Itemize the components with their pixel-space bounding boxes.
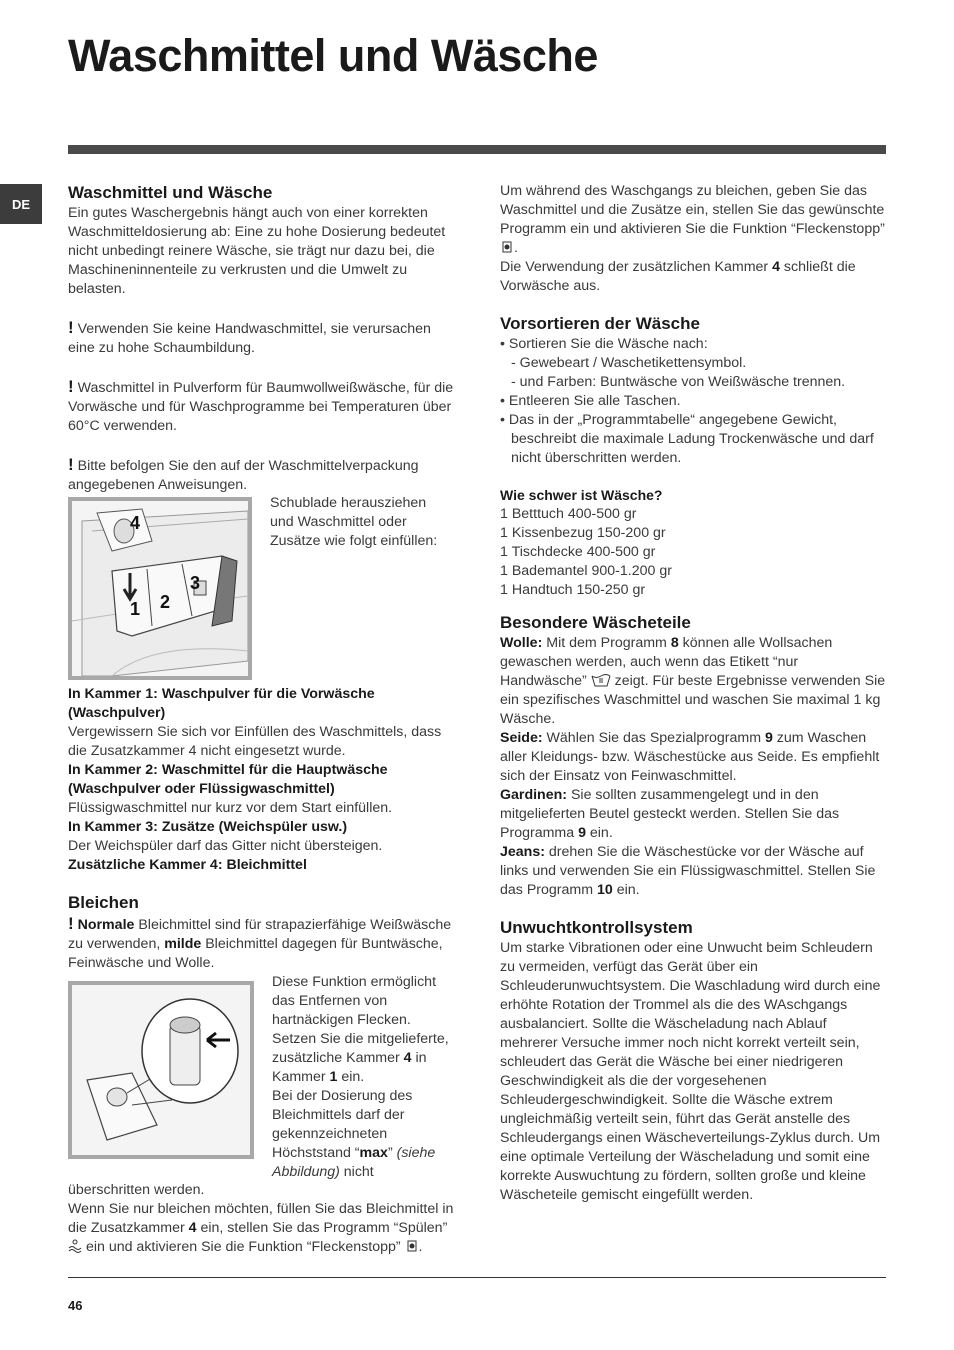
chamber-2-title: In Kammer 2: Waschmittel für die Hauptwäsche (Waschpulver oder Flüssigwaschmittel) xyxy=(68,762,388,797)
warning-1: ! Verwenden Sie keine Handwaschmittel, sie verursachen eine zu hohe Schaumbildung. xyxy=(68,318,431,356)
bleach-during-wash-text: Um während des Waschgangs zu bleichen, geben Sie das Waschmittel und die Zusätze ein, stellen Sie das gewünschte Programm ein und aktivieren Sie die Funktion “Fleckenstopp” . xyxy=(500,183,885,256)
list-item: - und Farben: Buntwäsche von Weißwäsche trennen. xyxy=(511,374,846,390)
section-heading-sorting: Vorsortieren der Wäsche xyxy=(500,314,700,333)
stain-removal-icon xyxy=(500,240,514,254)
weight-item: 1 Betttuch 400-500 gr xyxy=(500,506,637,522)
sorting-list xyxy=(500,335,886,468)
list-item: • Sortieren Sie die Wäsche nach: xyxy=(500,336,708,352)
warning-icon: ! xyxy=(68,377,74,396)
warning-icon: ! xyxy=(68,455,74,474)
right-column xyxy=(500,182,886,1205)
imbalance-text: Um starke Vibrationen oder eine Unwucht beim Schleudern zu vermeiden, verfügt das Gerät über ein Schleuderunwuchtsystem. Die Waschladung wird durch eine erhöhte Rotation der Trommel als die des WAschgangs ausbalanciert. Sollte die Wäscheladung nach Ablauf mehrerer Versuche immer noch nicht korrekt verteilt sein, schleudert das Gerät die Wäsche bei einer niedrigeren Geschwindigkeit als die der vorgesehenen Schleudergeschwindigkeit. Sollte die Wäsche extrem ungleichmäßig verteilt sein, führt das Gerät anstelle des Schleudergangs einen Wäscheverteilungs-Zyklus durch. Um eine optimale Verteilung der Wäscheladung und somit eine korrekte Auswuchtung zu fördern, sollten große und kleine Wäscheteile gemischt eingefüllt werden. xyxy=(500,940,881,1203)
silk-text: Seide: Wählen Sie das Spezialprogramm 9 zum Waschen aller Kleidungs- bzw. Wäschestücke aus Seide. Es empfiehlt sich der Einsatz von Feinwaschmittel. xyxy=(500,730,880,784)
warning-icon: ! xyxy=(68,914,74,933)
chamber-2-text: Flüssigwaschmittel nur kurz vor dem Start einfüllen. xyxy=(68,800,393,816)
chamber-2-label: 2 xyxy=(160,592,171,612)
page-number: 46 xyxy=(68,1298,83,1313)
rinse-symbol-icon xyxy=(68,1239,82,1253)
weight-item: 1 Tischdecke 400-500 gr xyxy=(500,544,656,560)
bleach-container-illustration xyxy=(68,981,254,1159)
chamber-1-text: Vergewissern Sie sich vor Einfüllen des Waschmittels, dass die Zusatzkammer 4 nicht eingesetzt wurde. xyxy=(68,724,442,759)
list-item: • Das in der „Programmtabelle“ angegebene Gewicht, beschreibt die maximale Ladung Trockenwäsche und darf nicht überschritten werden. xyxy=(500,412,874,466)
section-heading-special: Besondere Wäscheteile xyxy=(500,613,691,632)
chambers-section xyxy=(68,685,460,973)
section-heading-bleach: Bleichen xyxy=(68,893,139,912)
language-tab: DE xyxy=(0,184,42,224)
top-rule xyxy=(68,145,886,154)
drawer-caption: Schublade herausziehen und Waschmittel oder Zusätze wie folgt einfüllen: xyxy=(270,495,438,549)
chamber-3-title: In Kammer 3: Zusätze (Weichspüler usw.) xyxy=(68,819,348,835)
weight-item: 1 Handtuch 150-250 gr xyxy=(500,582,646,598)
handwash-symbol-icon xyxy=(591,673,611,687)
detergent-drawer-illustration xyxy=(68,497,252,680)
chamber-4-note: Die Verwendung der zusätzlichen Kammer 4 schließt die Vorwäsche aus. xyxy=(500,259,856,294)
jeans-text: Jeans: drehen Sie die Wäschestücke vor der Wäsche auf links und verwenden Sie ein Flüssigwaschmittel. Stellen Sie das Programm 10 ein. xyxy=(500,844,876,898)
curtains-text: Gardinen: Sie sollten zusammengelegt und in den mitgelieferten Beutel gesteckt werden. Stellen Sie das Programma 9 ein. xyxy=(500,787,840,841)
chamber-4-label: 4 xyxy=(130,513,141,533)
left-column xyxy=(68,182,456,495)
section-heading-detergent: Waschmittel und Wäsche xyxy=(68,183,273,202)
chamber-4-title: Zusätzliche Kammer 4: Bleichmittel xyxy=(68,857,307,873)
page-title: Waschmittel und Wäsche xyxy=(68,30,598,81)
bleach-text: ! Normale Bleichmittel sind für strapazierfähige Weißwäsche zu verwenden, milde Bleichmittel dagegen für Buntwäsche, Feinwäsche und Wolle. xyxy=(68,914,452,971)
warning-icon: ! xyxy=(68,318,74,337)
wool-text: Wolle: Mit dem Programm 8 können alle Wollsachen gewaschen werden, auch wenn das Etikett “nur Handwäsche” zeigt. Für beste Ergebnisse verwenden Sie ein spezifisches Waschmittel und waschen Sie maximal 1 kg Wäsche. xyxy=(500,635,886,727)
stain-removal-icon xyxy=(405,1239,419,1253)
bleach-instructions: Diese Funktion ermöglicht das Entfernen von hartnäckigen Flecken. Setzen Sie die mitgelieferte, zusätzliche Kammer 4 in Kammer 1 ein. Bei der Dosierung des Bleichmittels darf der gekennzeichneten Höchststand “max” (siehe Abbildung) nicht xyxy=(272,974,449,1180)
weight-item: 1 Kissenbezug 150-200 gr xyxy=(500,525,666,541)
section-heading-imbalance: Unwuchtkontrollsystem xyxy=(500,918,693,937)
list-item: - Gewebeart / Waschetikettensymbol. xyxy=(511,355,747,371)
weight-heading: Wie schwer ist Wäsche? xyxy=(500,487,663,503)
weight-item: 1 Bademantel 900-1.200 gr xyxy=(500,563,672,579)
chamber-1-title: In Kammer 1: Waschpulver für die Vorwäsche (Waschpulver) xyxy=(68,686,375,721)
chamber-1-label: 1 xyxy=(130,599,141,619)
intro-text: Ein gutes Waschergebnis hängt auch von einer korrekten Waschmitteldosierung ab: Eine zu hohe Dosierung bedeutet nicht unbedingt reinere Wäsche, sie trägt nur dazu bei, die Maschineninnenteile zu verkrusten und die Umwelt zu belasten. xyxy=(68,205,446,297)
chamber-3-label: 3 xyxy=(190,573,201,593)
list-item: • Entleeren Sie alle Taschen. xyxy=(500,393,681,409)
chamber-3-text: Der Weichspüler darf das Gitter nicht übersteigen. xyxy=(68,838,383,854)
warning-3: ! Bitte befolgen Sie den auf der Waschmittelverpackung angegebenen Anweisungen. xyxy=(68,455,419,493)
warning-2: ! Waschmittel in Pulverform für Baumwollweißwäsche, für die Vorwäsche und für Waschprogramme bei Temperaturen über 60°C verwenden. xyxy=(68,377,454,434)
bleach-only-text: überschritten werden. Wenn Sie nur bleichen möchten, füllen Sie das Bleichmittel in die Zusatzkammer 4 ein, stellen Sie das Programm “Spülen” ein und aktivieren Sie die Funktion “Fleckenstopp” . xyxy=(68,1182,454,1255)
bottom-rule xyxy=(68,1277,886,1278)
